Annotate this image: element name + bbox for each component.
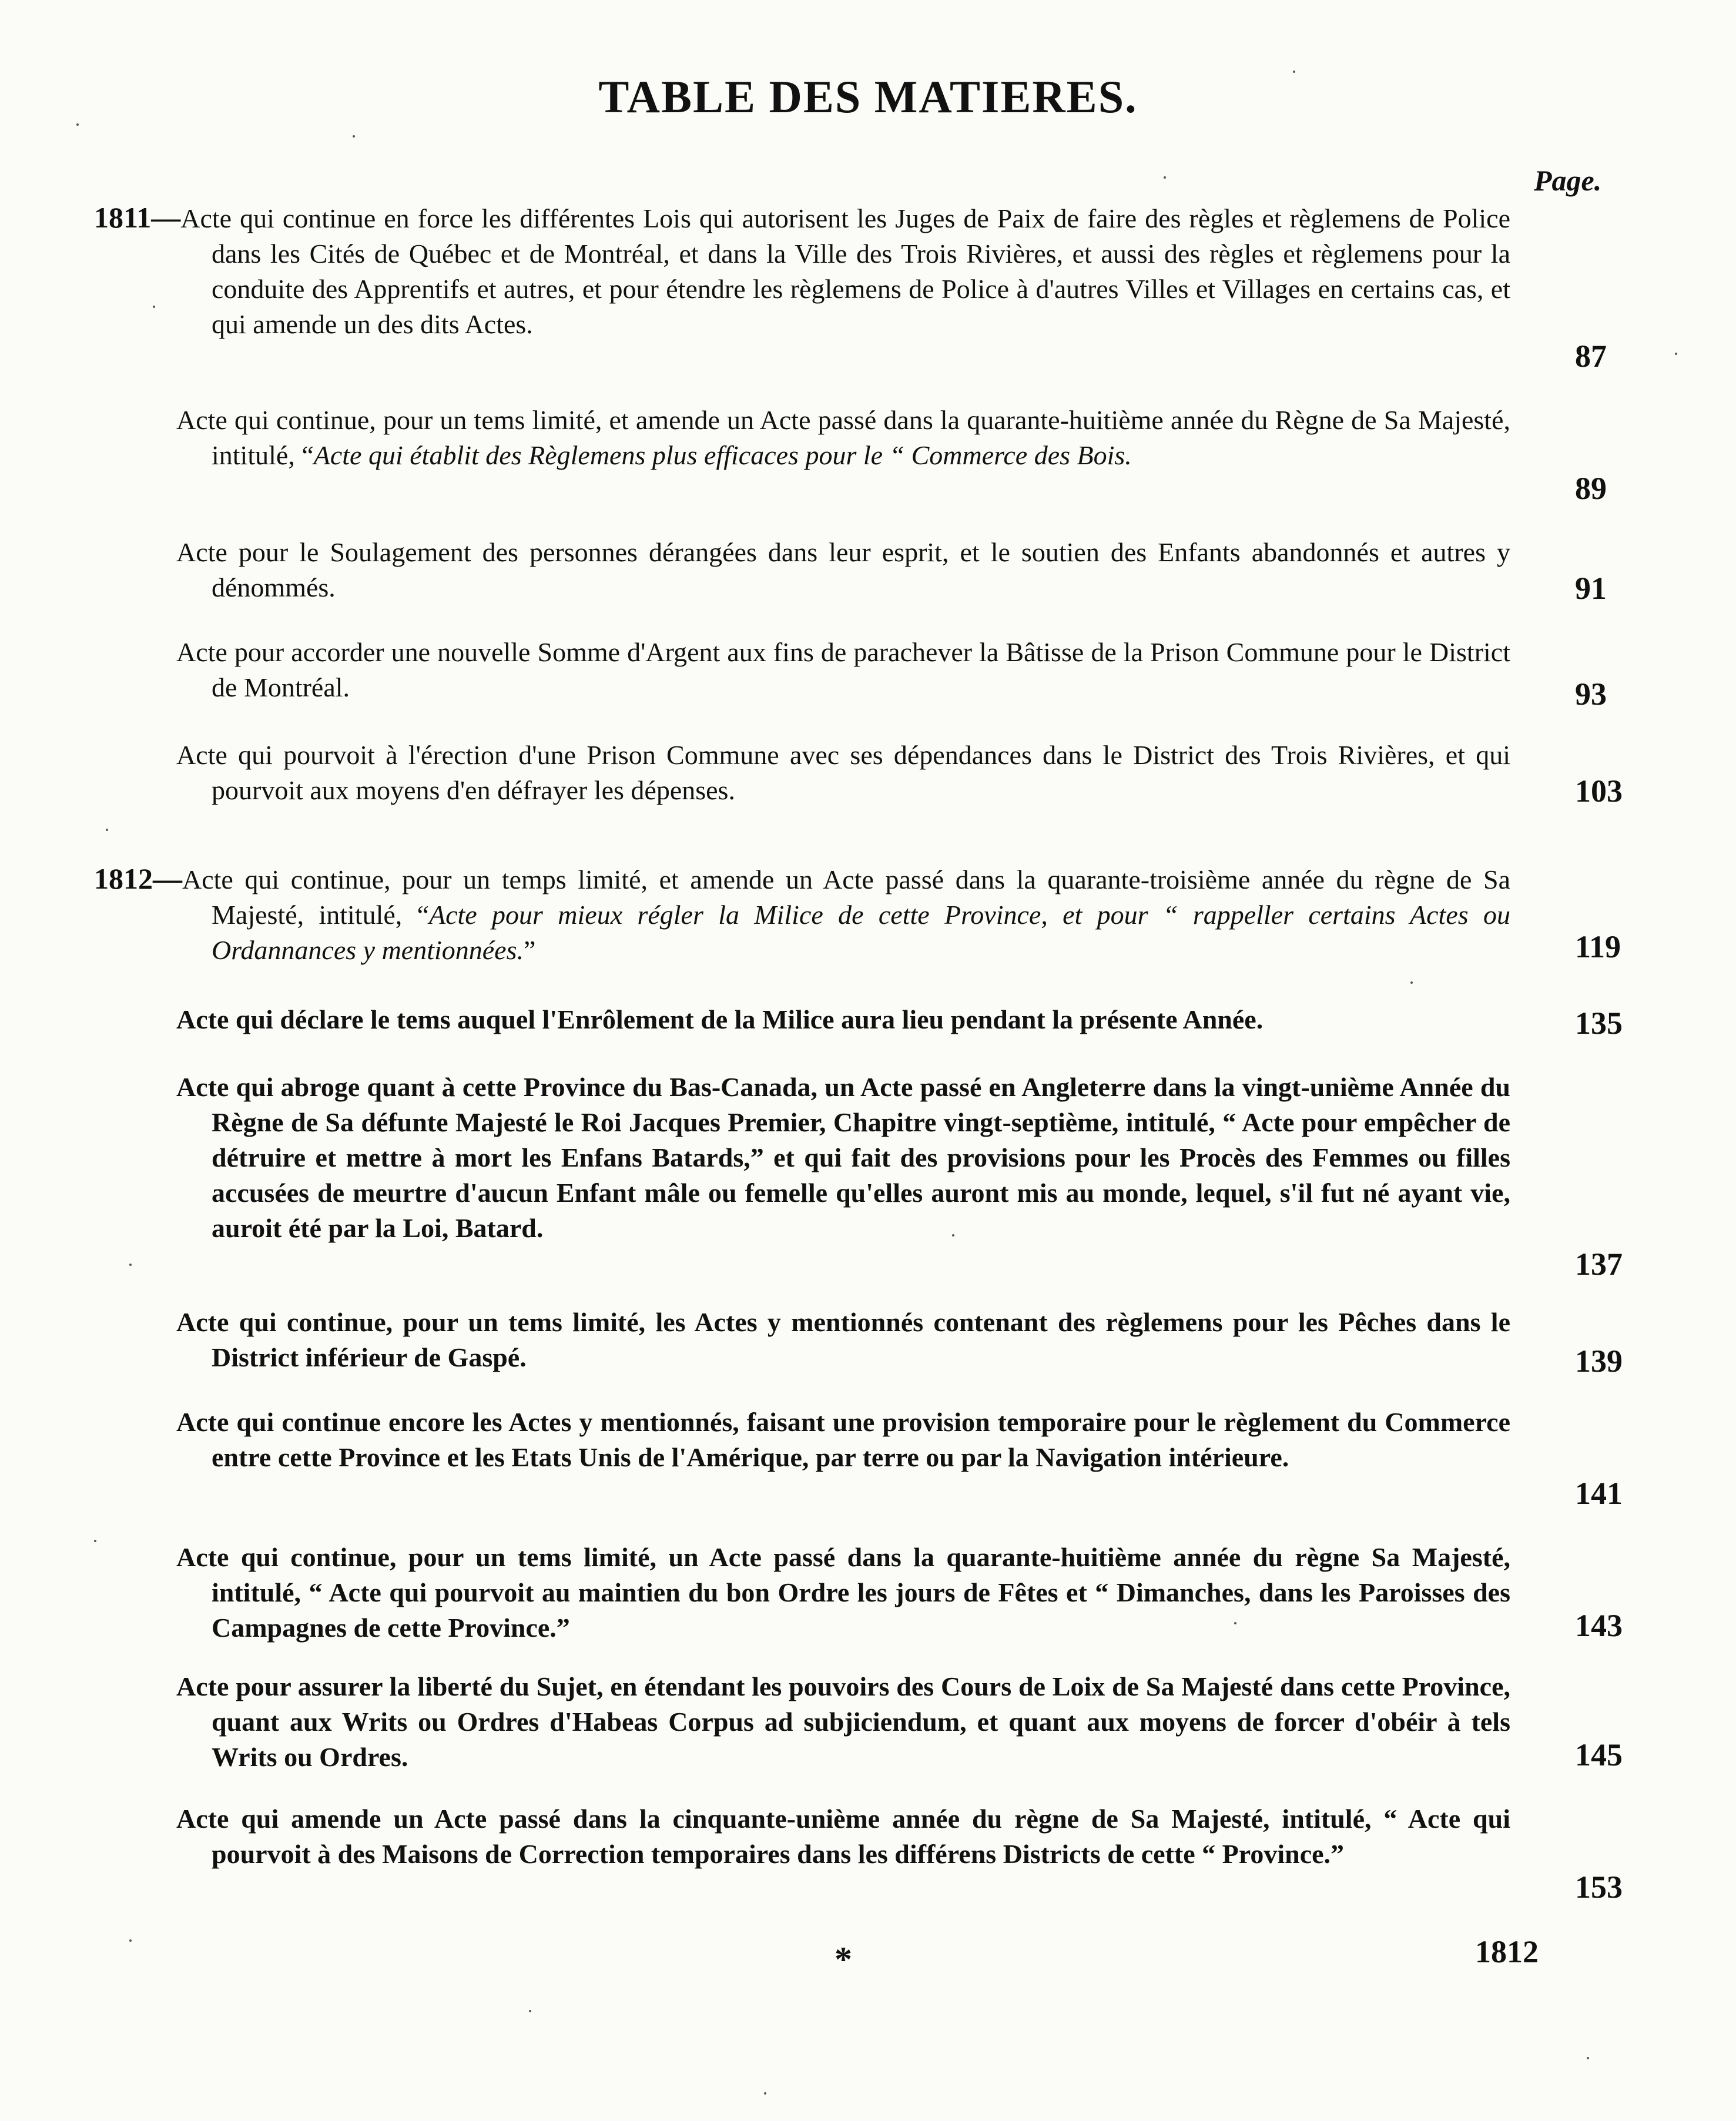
catchword: 1812 bbox=[1475, 1934, 1539, 1969]
entry-page-number: 119 bbox=[1575, 929, 1621, 964]
page-title: TABLE DES MATIERES. bbox=[598, 71, 1138, 122]
entry-page-number: 93 bbox=[1575, 676, 1607, 712]
entry-text: Acte qui abroge quant à cette Province du Bas-Canada, un Acte passé en Angleterre dans la vingt-unième Année du Règne de Sa défunte Majesté le Roi Jacques Premier, Chapitre vingt-septième, intitulé, “ Acte pour empêcher de détruire et mettre à mort les Enfans Batards,” et qui fait des provisions pour les Procès des Femmes ou filles accusées de meurtre d'aucun Enfant mâle ou femelle qu'elles auront mis au monde, lequel, s'il fut né ayant vie, auroit été par la Loi, Batard. bbox=[176, 1072, 1510, 1243]
toc-entry bbox=[176, 1305, 1510, 1375]
entry-page-number: 145 bbox=[1575, 1737, 1623, 1772]
toc-entry bbox=[176, 1070, 1510, 1246]
entry-text-tail: ” bbox=[524, 935, 536, 965]
entry-text: Acte qui continue, pour un tems limité, et amende un Acte passé dans la quarante-huitième année du Règne de Sa Majesté, intitulé, “ bbox=[176, 405, 1510, 470]
entry-text: Acte qui amende un Acte passé dans la cinquante-unième année du règne de Sa Majesté, intitulé, “ Acte qui pourvoit à des Maisons de Correction temporaires dans les différens Districts de cette “ Province.” bbox=[176, 1804, 1510, 1869]
entry-text: Acte pour le Soulagement des personnes dérangées dans leur esprit, et le soutien des Enfants abandonnés et autres y dénommés. bbox=[176, 537, 1510, 602]
toc-entry bbox=[176, 1801, 1510, 1872]
entry-quoted-title: Acte pour mieux régler la Milice de cette Province, et pour “ rappeller certains Actes ou Ordannances y mentionnées. bbox=[212, 900, 1510, 965]
entry-page-number: 89 bbox=[1575, 471, 1607, 506]
entry-page-number: 141 bbox=[1575, 1476, 1623, 1511]
toc-entry bbox=[176, 635, 1510, 705]
entry-text: Acte qui pourvoit à l'érection d'une Prison Commune avec ses dépendances dans le District des Trois Rivières, et qui pourvoit aux moyens d'en défrayer les dépenses. bbox=[176, 740, 1510, 805]
entry-year: 1811— bbox=[94, 201, 181, 234]
entry-page-number: 143 bbox=[1575, 1608, 1623, 1643]
entry-text: Acte pour accorder une nouvelle Somme d'Argent aux fins de parachever la Bâtisse de la Prison Commune pour le District de Montréal. bbox=[176, 637, 1510, 702]
entry-text: Acte qui continue, pour un tems limité, un Acte passé dans la quarante-huitième année du règne Sa Majesté, intitulé, “ Acte qui pourvoit au maintien du bon Ordre les jours de Fêtes et “ Dimanches, dans les Paroisses des Campagnes de cette Province.” bbox=[176, 1542, 1510, 1643]
toc-entry bbox=[59, 200, 1510, 342]
toc-entry bbox=[176, 1540, 1510, 1646]
entry-text: Acte qui continue, pour un temps limité, et amende un Acte passé dans la quarante-troisième année du règne de Sa Majesté, intitulé, “ bbox=[182, 865, 1510, 930]
page-column-label: Page. bbox=[1534, 164, 1602, 197]
entry-text: Acte qui continue en force les différentes Lois qui autorisent les Juges de Paix de faire des règles et règlemens de Police dans les Cités de Québec et de Montréal, et dans la Ville des Trois Rivières, et aussi des règles et règlemens pour la conduite des Apprentifs et autres, et pour étendre les règlemens de Police à d'autres Villes et Villages en certains cas, et qui amende un des dits Actes. bbox=[180, 203, 1510, 339]
entry-page-number: 91 bbox=[1575, 571, 1607, 606]
toc-entry bbox=[176, 403, 1510, 473]
entry-quoted-title: Acte qui établit des Règlemens plus efficaces pour le “ Commerce des Bois. bbox=[313, 440, 1132, 470]
signature-mark: * bbox=[835, 1940, 852, 1979]
toc-entry bbox=[176, 738, 1510, 808]
entry-text: Acte qui continue, pour un tems limité, les Actes y mentionnés contenant des règlemens pour les Pêches dans le District inférieur de Gaspé. bbox=[176, 1307, 1510, 1372]
entry-page-number: 139 bbox=[1575, 1343, 1623, 1379]
entry-text: Acte pour assurer la liberté du Sujet, en étendant les pouvoirs des Cours de Loix de Sa Majesté dans cette Province, quant aux Writs ou Ordres d'Habeas Corpus ad subjiciendum, et quant aux moyens de forcer d'obéir à tels Writs ou Ordres. bbox=[176, 1671, 1510, 1772]
entry-text: Acte qui déclare le tems auquel l'Enrôlement de la Milice aura lieu pendant la présente Année. bbox=[176, 1004, 1264, 1034]
entry-page-number: 153 bbox=[1575, 1869, 1623, 1905]
entry-text: Acte qui continue encore les Actes y mentionnés, faisant une provision temporaire pour le règlement du Commerce entre cette Province et les Etats Unis de l'Amérique, par terre ou par la Navigation intérieure. bbox=[176, 1407, 1510, 1472]
entry-page-number: 103 bbox=[1575, 773, 1623, 809]
toc-entry bbox=[176, 1002, 1510, 1037]
toc-entry bbox=[176, 1669, 1510, 1775]
toc-entry bbox=[176, 1405, 1510, 1475]
entry-page-number: 135 bbox=[1575, 1006, 1623, 1041]
toc-entry bbox=[176, 535, 1510, 605]
toc-entry bbox=[59, 861, 1510, 968]
entry-page-number: 137 bbox=[1575, 1247, 1623, 1282]
entry-page-number: 87 bbox=[1575, 339, 1607, 374]
entry-year: 1812— bbox=[94, 862, 182, 895]
